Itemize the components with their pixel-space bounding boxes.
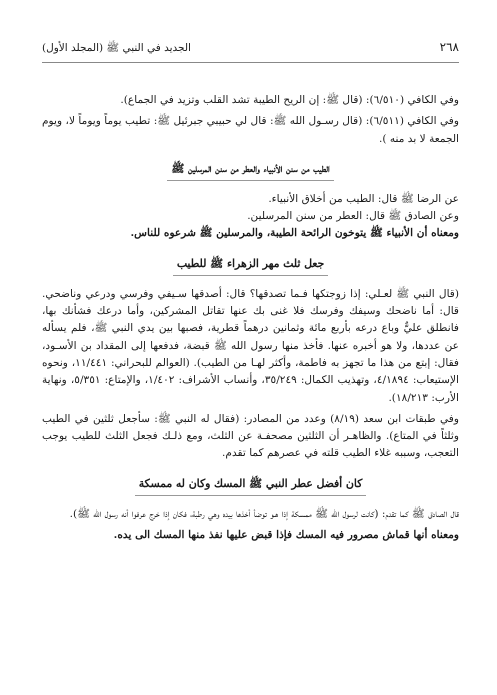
paragraph-kafi-1: وفي الكافي (٦/٥١٠): (قال ﷺ: إن الريح الطيبة تشد القلب وتزيد في الجماع).: [120, 94, 459, 106]
section-heading-prophets: [42, 161, 459, 181]
paragraph-tabaqat: وفي طبقات ابن سعد (٨/١٩) وعدد من المصادر: (فقال له النبي ﷺ: سأجعل ثلثين في الطيب وثلثاً في المتاع). والظاهـر أن الثلثين مصحفـة عن الثلث، ومع ذلـك فجعل الثلث للطيب يوجب التعجب، وسببه غلاء الطيب قلته في عصرهم كما تقدم.: [42, 412, 459, 460]
paragraph-rida: عن الرضا ﷺ قال: الطيب من أخلاق الأنبياء.: [268, 192, 459, 205]
section-heading-musk: [42, 476, 459, 496]
paragraph-meaning-1: ومعناه أن الأنبياء ﷺ يتوخون الرائحة الطيبة، والمرسلين ﷺ شرعوه للناس.: [130, 227, 459, 240]
page-number: ٢٦٨: [439, 40, 459, 54]
page-header: [42, 40, 459, 57]
header-divider: [42, 62, 459, 63]
section-heading-musk-text: كان أفضل عطر النبي ﷺ المسك وكان له ممسكة: [135, 476, 367, 496]
running-title: الجديد في النبي ﷺ (المجلد الأول): [42, 42, 191, 54]
section-heading-prophets-text: الطيب من سنن الأنبياء والعطر من سنن المرسلين ﷺ: [167, 161, 333, 181]
paragraph-sadiq: وعن الصادق ﷺ قال: العطر من سنن المرسلين.: [247, 210, 459, 223]
paragraph-mumsika: قال الصادق ﷺ كما تقدم: (كانت لرسول الله ﷺ ممسكة إذا هـو توضأ أخذها بيده وهي رطبة، فكان إذا خرج عرفوا أنه رسول الله ﷺ).: [69, 507, 459, 520]
section-heading-zahra: [42, 256, 459, 276]
paragraph-meaning-2: ومعناه أنها قماش مصرور فيه المسك فإذا قبض عليها نفذ منها المسك الى يده.: [113, 529, 459, 542]
section-heading-zahra-text: جعل ثلث مهر الزهراء ﷺ للطيب: [173, 256, 328, 276]
paragraph-kafi-2: وفي الكافي (٦/٥١١): (قال رسـول الله ﷺ: قال لي حبيبي جبرئيل ﷺ: تطيب يوماً ويوماً لا، ويوم الجمعة لا بد منه ).: [42, 115, 459, 145]
paragraph-dowry: (قال النبي ﷺ لعـلي: إذا زوجتكها فـما تصدقها؟ قال: أصدقها سـيفي وفرسي ودرعي وناضحي. قال: أما ناضحك وسيفك وفرسك فلا غنى بك عنها تقاتل المشركين، وأما درعك فشأنك بها، فانطلق عليٌّ وباع درعه بأربع مائة وثمانين درهماً قطرية، فصبها بين يدي النبي ﷺ، فلم يسأله عن عددها، ولا هو أخبره عنها. فأخذ منها رسول الله ﷺ قبضة، فدفعها إلى المقداد بن الأسـود، فقال: إبتع من هذا ما تجهز به فاطمة، وأكثر لهـا من الطيب). (العوالم للبحراني: ١١/٤٤١، ونحوه الإستيعاب: ٤/١٨٩٤، وتهذيب الكمال: ٣٥/٢٤٩، وأنساب الأشراف: ١/٤٠٢، والإمتاع: ٥/٣٥١، ونهاية الأرب: ١٨/٢١٣).: [42, 287, 459, 404]
page-body: [42, 92, 459, 544]
